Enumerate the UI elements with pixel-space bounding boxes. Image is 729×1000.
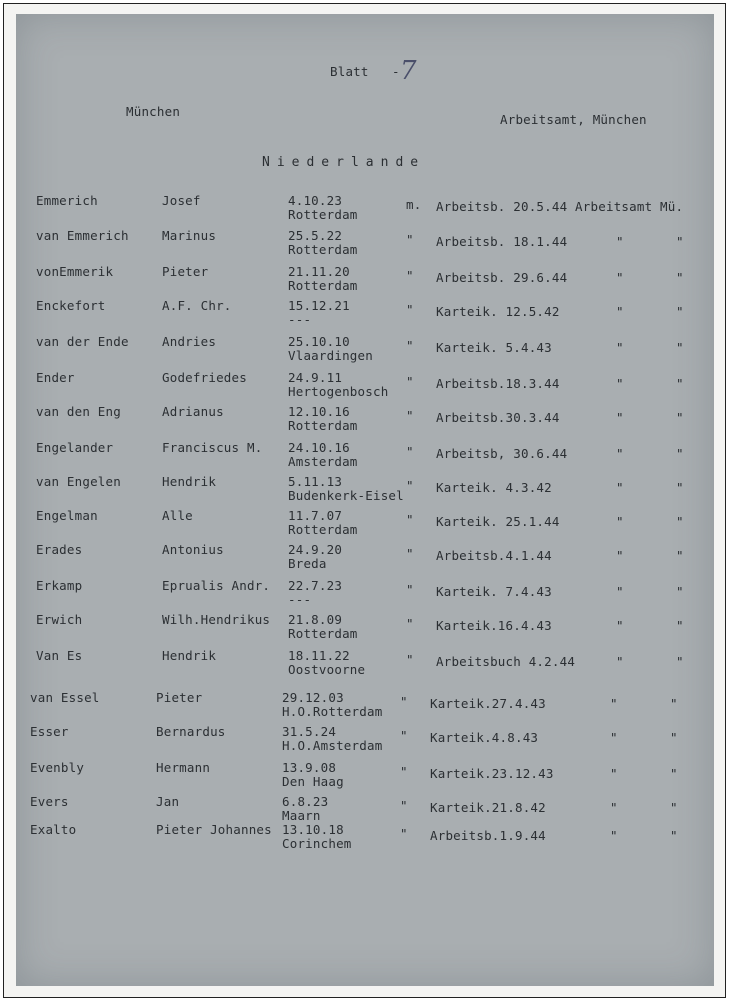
row-birth-date: 12.10.16 <box>288 404 350 419</box>
row-birth-place: Vlaardingen <box>288 348 373 363</box>
row-record: Karteik.4.8.43 <box>430 730 539 745</box>
row-birth-date: 5.11.13 <box>288 474 343 489</box>
row-ditto-mark: " <box>670 730 678 745</box>
row-birth-place: Budenkerk-Eisel <box>288 488 404 503</box>
row-given-name: Jan <box>156 794 180 809</box>
row-record: Arbeitsb. 18.1.44 <box>436 234 568 249</box>
row-sex-mark: " <box>400 728 408 743</box>
row-ditto-mark: " <box>670 766 678 781</box>
row-sex-mark: " <box>406 338 414 353</box>
row-record: Karteik.23.12.43 <box>430 766 554 781</box>
row-ditto-mark: " <box>676 548 684 563</box>
row-birth-date: 25.10.10 <box>288 334 350 349</box>
row-given-name: Antonius <box>162 542 224 557</box>
row-surname: Erades <box>36 542 83 557</box>
row-ditto-mark: " <box>616 584 624 599</box>
row-birth-place: Rotterdam <box>288 207 358 222</box>
row-birth-place: H.O.Amsterdam <box>282 738 383 753</box>
row-record: Karteik. 25.1.44 <box>436 514 560 529</box>
row-sex-mark: " <box>406 444 414 459</box>
row-record: Arbeitsb.4.1.44 <box>436 548 552 563</box>
row-ditto-mark: " <box>616 410 624 425</box>
row-ditto-mark: " <box>616 618 624 633</box>
row-birth-place: H.O.Rotterdam <box>282 704 383 719</box>
row-sex-mark: " <box>400 764 408 779</box>
row-given-name: Hermann <box>156 760 211 775</box>
row-given-name: Hendrik <box>162 648 217 663</box>
row-surname: Enckefort <box>36 298 106 313</box>
country-heading: Niederlande <box>262 155 426 170</box>
row-birth-date: 21.8.09 <box>288 612 343 627</box>
row-birth-place: Rotterdam <box>288 278 358 293</box>
row-sex-mark: " <box>406 408 414 423</box>
row-birth-date: 24.10.16 <box>288 440 350 455</box>
row-ditto-mark: " <box>676 480 684 495</box>
row-given-name: Adrianus <box>162 404 224 419</box>
row-surname: Esser <box>30 724 69 739</box>
row-ditto-mark: " <box>676 584 684 599</box>
row-birth-date: 13.9.08 <box>282 760 337 775</box>
row-birth-date: 15.12.21 <box>288 298 350 313</box>
row-ditto-mark: " <box>676 618 684 633</box>
row-surname: Erwich <box>36 612 83 627</box>
row-sex-mark: " <box>406 302 414 317</box>
row-birth-place: Rotterdam <box>288 522 358 537</box>
row-ditto-mark: " <box>616 548 624 563</box>
row-birth-place: Rotterdam <box>288 242 358 257</box>
row-given-name: Godefriedes <box>162 370 247 385</box>
row-birth-place: Breda <box>288 556 327 571</box>
row-birth-date: 31.5.24 <box>282 724 337 739</box>
row-birth-place: --- <box>288 592 312 607</box>
row-ditto-mark: " <box>616 340 624 355</box>
row-surname: van Emmerich <box>36 228 129 243</box>
row-ditto-mark: " <box>610 730 618 745</box>
row-ditto-mark: " <box>616 376 624 391</box>
row-ditto-mark: " <box>616 304 624 319</box>
row-given-name: Bernardus <box>156 724 226 739</box>
row-surname: Evenbly <box>30 760 85 775</box>
row-ditto-mark: " <box>670 800 678 815</box>
row-record: Karteik. 12.5.42 <box>436 304 560 319</box>
row-sex-mark: " <box>406 616 414 631</box>
row-record: Arbeitsbuch 4.2.44 <box>436 654 576 669</box>
row-ditto-mark: " <box>676 270 684 285</box>
row-birth-place: --- <box>288 312 312 327</box>
row-ditto-mark: " <box>670 696 678 711</box>
row-ditto-mark: " <box>676 340 684 355</box>
row-ditto-mark: " <box>616 446 624 461</box>
row-given-name: Marinus <box>162 228 217 243</box>
row-given-name: Josef <box>162 193 201 208</box>
row-sex-mark: " <box>400 694 408 709</box>
row-record: Arbeitsb. 20.5.44 Arbeitsamt Mü. <box>436 199 684 214</box>
city-label: München <box>126 104 181 119</box>
row-ditto-mark: " <box>676 234 684 249</box>
row-sex-mark: " <box>400 798 408 813</box>
row-record: Arbeitsb, 30.6.44 <box>436 446 568 461</box>
row-given-name: Alle <box>162 508 193 523</box>
row-birth-date: 11.7.07 <box>288 508 343 523</box>
row-sex-mark: " <box>406 232 414 247</box>
handwritten-page-number: 7 <box>400 56 417 86</box>
row-given-name: Franciscus M. <box>162 440 263 455</box>
row-record: Arbeitsb. 29.6.44 <box>436 270 568 285</box>
row-surname: Ender <box>36 370 75 385</box>
row-given-name: A.F. Chr. <box>162 298 232 313</box>
row-given-name: Pieter <box>162 264 209 279</box>
row-birth-date: 24.9.11 <box>288 370 343 385</box>
row-sex-mark: " <box>406 374 414 389</box>
row-sex-mark: " <box>400 826 408 841</box>
row-ditto-mark: " <box>610 696 618 711</box>
row-surname: Engelman <box>36 508 98 523</box>
row-ditto-mark: " <box>616 234 624 249</box>
row-ditto-mark: " <box>670 828 678 843</box>
office-label: Arbeitsamt, München <box>500 112 647 127</box>
row-surname: Erkamp <box>36 578 83 593</box>
row-sex-mark: " <box>406 478 414 493</box>
row-sex-mark: " <box>406 582 414 597</box>
row-birth-date: 21.11.20 <box>288 264 350 279</box>
row-record: Karteik.21.8.42 <box>430 800 546 815</box>
row-given-name: Andries <box>162 334 217 349</box>
row-birth-place: Den Haag <box>282 774 344 789</box>
row-ditto-mark: " <box>616 480 624 495</box>
row-birth-date: 22.7.23 <box>288 578 343 593</box>
row-birth-date: 29.12.03 <box>282 690 344 705</box>
row-given-name: Eprualis Andr. <box>162 578 271 593</box>
row-surname: Exalto <box>30 822 77 837</box>
row-surname: van Essel <box>30 690 100 705</box>
row-record: Karteik.16.4.43 <box>436 618 552 633</box>
row-sex-mark: " <box>406 652 414 667</box>
row-sex-mark: m. <box>406 197 422 212</box>
row-ditto-mark: " <box>610 766 618 781</box>
row-ditto-mark: " <box>676 446 684 461</box>
row-ditto-mark: " <box>676 654 684 669</box>
blatt-dash: - <box>392 64 400 79</box>
row-birth-date: 6.8.23 <box>282 794 329 809</box>
row-sex-mark: " <box>406 512 414 527</box>
row-birth-place: Hertogenbosch <box>288 384 389 399</box>
row-record: Arbeitsb.1.9.44 <box>430 828 546 843</box>
row-ditto-mark: " <box>676 514 684 529</box>
row-record: Karteik.27.4.43 <box>430 696 546 711</box>
row-record: Arbeitsb.18.3.44 <box>436 376 560 391</box>
row-surname: Evers <box>30 794 69 809</box>
row-given-name: Wilh.Hendrikus <box>162 612 271 627</box>
row-sex-mark: " <box>406 268 414 283</box>
row-birth-place: Rotterdam <box>288 418 358 433</box>
row-ditto-mark: " <box>610 828 618 843</box>
row-ditto-mark: " <box>676 304 684 319</box>
blatt-label: Blatt <box>330 64 369 79</box>
row-sex-mark: " <box>406 546 414 561</box>
row-ditto-mark: " <box>616 654 624 669</box>
row-surname: van der Ende <box>36 334 129 349</box>
row-birth-date: 25.5.22 <box>288 228 343 243</box>
row-surname: vonEmmerik <box>36 264 114 279</box>
row-surname: Emmerich <box>36 193 98 208</box>
row-surname: van den Eng <box>36 404 121 419</box>
row-birth-date: 18.11.22 <box>288 648 350 663</box>
row-record: Arbeitsb.30.3.44 <box>436 410 560 425</box>
row-birth-date: 13.10.18 <box>282 822 344 837</box>
row-record: Karteik. 5.4.43 <box>436 340 552 355</box>
row-record: Karteik. 4.3.42 <box>436 480 552 495</box>
row-birth-place: Amsterdam <box>288 454 358 469</box>
row-given-name: Hendrik <box>162 474 217 489</box>
row-birth-place: Corinchem <box>282 836 352 851</box>
row-birth-place: Maarn <box>282 808 321 823</box>
row-birth-place: Oostvoorne <box>288 662 366 677</box>
row-surname: van Engelen <box>36 474 121 489</box>
row-ditto-mark: " <box>616 514 624 529</box>
row-ditto-mark: " <box>610 800 618 815</box>
row-surname: Van Es <box>36 648 83 663</box>
row-birth-place: Rotterdam <box>288 626 358 641</box>
row-birth-date: 4.10.23 <box>288 193 343 208</box>
row-ditto-mark: " <box>676 376 684 391</box>
row-given-name: Pieter <box>156 690 203 705</box>
row-record: Karteik. 7.4.43 <box>436 584 552 599</box>
row-ditto-mark: " <box>676 410 684 425</box>
row-ditto-mark: " <box>616 270 624 285</box>
row-birth-date: 24.9.20 <box>288 542 343 557</box>
row-surname: Engelander <box>36 440 114 455</box>
row-given-name: Pieter Johannes <box>156 822 272 837</box>
